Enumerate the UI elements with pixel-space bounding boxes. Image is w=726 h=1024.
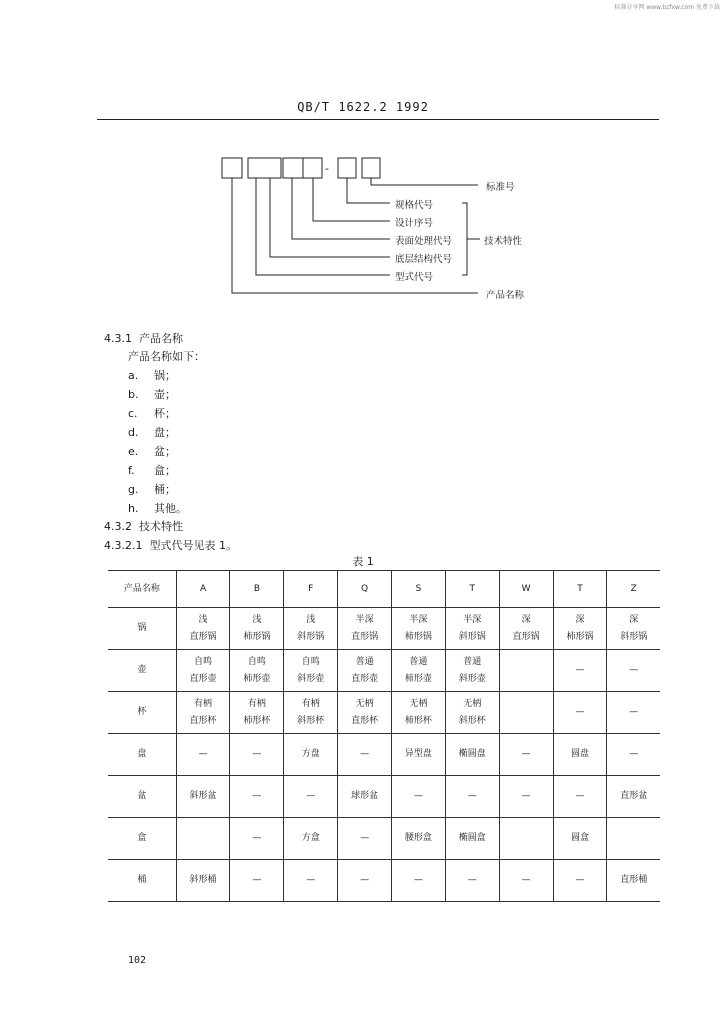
cell-line: 有柄 [301, 698, 320, 709]
table-cell [338, 608, 392, 650]
table-cell [499, 692, 553, 734]
cell-line: — [467, 875, 477, 885]
cell-line: — [575, 707, 585, 717]
code-box-3 [283, 158, 303, 178]
table-cell [284, 860, 338, 902]
table-cell [553, 692, 607, 734]
section-4-3-2-1 [104, 537, 237, 553]
table-header-cell: 产品名称 [108, 571, 176, 608]
cell-line: 斜形壶 [297, 673, 325, 684]
cell-line: 直形锅 [512, 631, 540, 642]
table-header-cell: S [392, 571, 446, 608]
table-cell [176, 860, 230, 902]
cell-line: — [413, 875, 423, 885]
cell-line: 直形杯 [189, 715, 217, 726]
cell-line: 柿形壶 [404, 673, 432, 684]
table-cell [499, 608, 553, 650]
cell-line: — [629, 707, 639, 717]
cell-line: 自鸣 [194, 656, 213, 667]
label-type-code: 型式代号 [395, 272, 434, 283]
table-cell [176, 650, 230, 692]
connector-spec-code [347, 178, 390, 203]
cell-line: 斜形杯 [458, 715, 486, 726]
section-title: 型式代号见表 1。 [149, 539, 237, 552]
section-number: 4.3.1 [104, 332, 132, 345]
table-cell [230, 692, 284, 734]
cell-line: — [252, 791, 262, 801]
table-cell [284, 734, 338, 776]
section-number: 4.3.2.1 [104, 539, 143, 552]
section-number: 4.3.2 [104, 520, 132, 533]
code-box-4 [303, 158, 322, 178]
page-header: QB/T 1622.2 1992 [297, 100, 429, 114]
watermark: 标准分享网 www.bzfxw.com 免费下载 [614, 4, 720, 11]
list-item: d. 盘； [128, 426, 176, 439]
cell-line: — [252, 875, 262, 885]
cell-line: 斜形杯 [297, 715, 325, 726]
list-item: c. 杯； [128, 407, 176, 420]
label-product-name: 产品名称 [486, 290, 525, 301]
cell-line: 直形锅 [189, 631, 217, 642]
table-cell [230, 818, 284, 860]
cell-line: — [360, 833, 370, 843]
table-cell [338, 650, 392, 692]
cell-line: 柿形杯 [404, 715, 432, 726]
table-header-cell: Z [607, 571, 660, 608]
cell-line: 直形桶 [620, 875, 648, 885]
table-cell [445, 734, 499, 776]
table-row [108, 692, 660, 734]
table-cell [176, 734, 230, 776]
row-product-name: 桶 [108, 860, 176, 902]
table-cell [338, 818, 392, 860]
connector-design-seq [313, 178, 390, 221]
cell-line: 斜形桶 [189, 875, 217, 885]
table-cell [392, 608, 446, 650]
table-row [108, 776, 660, 818]
cell-line: 椭圆盒 [458, 833, 486, 843]
connector-type-code [256, 178, 390, 275]
table-cell [176, 776, 230, 818]
cell-line: — [467, 791, 477, 801]
table-row [108, 608, 660, 650]
table-cell [499, 734, 553, 776]
label-design-seq: 设计序号 [395, 218, 434, 229]
label-standard-no: 标准号 [486, 182, 515, 193]
cell-line: 自鸣 [247, 656, 266, 667]
table-cell [392, 692, 446, 734]
table-cell [392, 860, 446, 902]
table-cell [338, 734, 392, 776]
cell-line: — [198, 749, 208, 759]
table-cell [284, 650, 338, 692]
cell-line: — [575, 665, 585, 675]
tech-bracket [462, 203, 467, 275]
row-product-name: 壶 [108, 650, 176, 692]
code-structure-diagram [0, 0, 726, 320]
cell-line: 柿形壶 [243, 673, 271, 684]
label-tech-char: 技术特性 [484, 236, 523, 247]
list-item: f. 盒； [128, 464, 176, 477]
cell-line: 浅 [306, 614, 316, 625]
table-cell [284, 692, 338, 734]
cell-line: — [306, 875, 316, 885]
label-base-code: 底层结构代号 [395, 254, 453, 265]
cell-line: 方盘 [301, 749, 320, 759]
cell-line: 自鸣 [301, 656, 320, 667]
cell-line: 圆盘 [570, 749, 589, 759]
code-box-2 [248, 158, 281, 178]
section-4-3-1 [104, 330, 183, 346]
cell-line: 柿形锅 [404, 631, 432, 642]
table-cell [338, 860, 392, 902]
list-item: a. 锅； [128, 369, 176, 382]
section-title: 技术特性 [139, 520, 183, 533]
section-title: 产品名称 [139, 332, 183, 345]
code-box-1 [222, 158, 242, 178]
label-surface-code: 表面处理代号 [395, 236, 453, 247]
type-code-table [108, 570, 660, 902]
code-box-6 [362, 158, 380, 178]
cell-line: 椭圆盘 [458, 749, 486, 759]
cell-line: 半深 [463, 614, 482, 625]
cell-line: — [575, 875, 585, 885]
cell-line: 无柄 [355, 698, 374, 709]
cell-line: 斜形锅 [620, 631, 648, 642]
table-cell [230, 608, 284, 650]
table-cell [553, 608, 607, 650]
code-box-5 [338, 158, 356, 178]
table-cell [284, 776, 338, 818]
row-product-name: 盆 [108, 776, 176, 818]
connector-base-code [270, 178, 390, 257]
table-cell [607, 650, 660, 692]
cell-line: — [360, 749, 370, 759]
table-cell [392, 734, 446, 776]
cell-line: — [413, 791, 423, 801]
cell-line: — [306, 791, 316, 801]
table-header-cell: B [230, 571, 284, 608]
label-spec-code: 规格代号 [395, 200, 434, 211]
table-cell [607, 818, 660, 860]
table-cell [499, 650, 553, 692]
table-header-cell: Q [338, 571, 392, 608]
table-cell [607, 776, 660, 818]
section-4-3-2 [104, 518, 183, 534]
table-row [108, 734, 660, 776]
cell-line: 浅 [252, 614, 262, 625]
table-cell [499, 776, 553, 818]
table-row [108, 650, 660, 692]
cell-line: 普通 [463, 656, 482, 667]
cell-line: 深 [575, 614, 585, 625]
cell-line: 深 [521, 614, 531, 625]
list-item: g. 桶； [128, 483, 176, 496]
cell-line: — [629, 665, 639, 675]
cell-line: 普通 [355, 656, 374, 667]
product-name-intro: 产品名称如下： [128, 350, 205, 363]
table-cell [553, 860, 607, 902]
page-number: 102 [128, 955, 147, 966]
table-header-cell: T [445, 571, 499, 608]
table-cell [553, 776, 607, 818]
cell-line: — [360, 875, 370, 885]
cell-line: 方盒 [301, 833, 320, 843]
cell-line: 无柄 [409, 698, 428, 709]
table-cell [445, 692, 499, 734]
cell-line: — [521, 791, 531, 801]
cell-line: 无柄 [463, 698, 482, 709]
table-cell [284, 818, 338, 860]
table-cell [176, 692, 230, 734]
table-cell [176, 818, 230, 860]
table-header-cell: A [176, 571, 230, 608]
table-header-cell: F [284, 571, 338, 608]
connector-standard-no [371, 178, 478, 185]
cell-line: 斜形壶 [458, 673, 486, 684]
cell-line: 直形盆 [620, 791, 648, 801]
table-cell [230, 776, 284, 818]
cell-line: 直形壶 [189, 673, 217, 684]
table-cell [607, 692, 660, 734]
table-cell [230, 734, 284, 776]
cell-line: 直形壶 [351, 673, 379, 684]
table-row [108, 860, 660, 902]
list-item: b. 壶； [128, 388, 176, 401]
table-cell [553, 818, 607, 860]
cell-line: 深 [629, 614, 639, 625]
table-cell [230, 650, 284, 692]
table-row [108, 818, 660, 860]
list-item: h. 其他。 [128, 502, 187, 515]
row-product-name: 杯 [108, 692, 176, 734]
cell-line: 柿形锅 [243, 631, 271, 642]
cell-line: — [521, 875, 531, 885]
cell-line: — [629, 749, 639, 759]
cell-line: 有柄 [194, 698, 213, 709]
table-cell [499, 860, 553, 902]
table-header-cell: W [499, 571, 553, 608]
cell-line: — [521, 749, 531, 759]
cell-line: 斜形锅 [297, 631, 325, 642]
table-cell [607, 860, 660, 902]
table-cell [553, 734, 607, 776]
cell-line: — [252, 749, 262, 759]
cell-line: 半深 [409, 614, 428, 625]
table-cell [338, 776, 392, 818]
table-cell [392, 818, 446, 860]
table-cell [230, 860, 284, 902]
cell-line: 柿形杯 [243, 715, 271, 726]
table-cell [553, 650, 607, 692]
list-item: e. 盆； [128, 445, 176, 458]
cell-line: 腰形盒 [404, 833, 432, 843]
connector-surface-code [292, 178, 390, 239]
table-cell [607, 608, 660, 650]
cell-line: 斜形锅 [458, 631, 486, 642]
cell-line: 普通 [409, 656, 428, 667]
table-cell [392, 650, 446, 692]
cell-line: 异型盘 [404, 749, 432, 759]
cell-line: — [252, 833, 262, 843]
table-cell [176, 608, 230, 650]
table-cell [607, 734, 660, 776]
table-cell [445, 608, 499, 650]
cell-line: 圆盒 [570, 833, 589, 843]
cell-line: 浅 [198, 614, 208, 625]
cell-line: 有柄 [247, 698, 266, 709]
cell-line: 半深 [355, 614, 374, 625]
cell-line: 直形锅 [351, 631, 379, 642]
cell-line: 球形盆 [351, 791, 379, 801]
cell-line: 柿形锅 [566, 631, 594, 642]
row-product-name: 锅 [108, 608, 176, 650]
cell-line: — [575, 791, 585, 801]
table-cell [338, 692, 392, 734]
cell-line: 直形杯 [351, 715, 379, 726]
table-cell [499, 818, 553, 860]
table-header-row [108, 571, 660, 608]
table-cell [445, 776, 499, 818]
row-product-name: 盒 [108, 818, 176, 860]
table-cell [392, 776, 446, 818]
row-product-name: 盘 [108, 734, 176, 776]
table-cell [445, 860, 499, 902]
table-caption: 表 1 [352, 555, 374, 568]
code-dash: - [325, 162, 329, 175]
table-cell [445, 818, 499, 860]
table-header-cell: T [553, 571, 607, 608]
cell-line: 斜形盆 [189, 791, 217, 801]
table-cell [284, 608, 338, 650]
table-cell [445, 650, 499, 692]
